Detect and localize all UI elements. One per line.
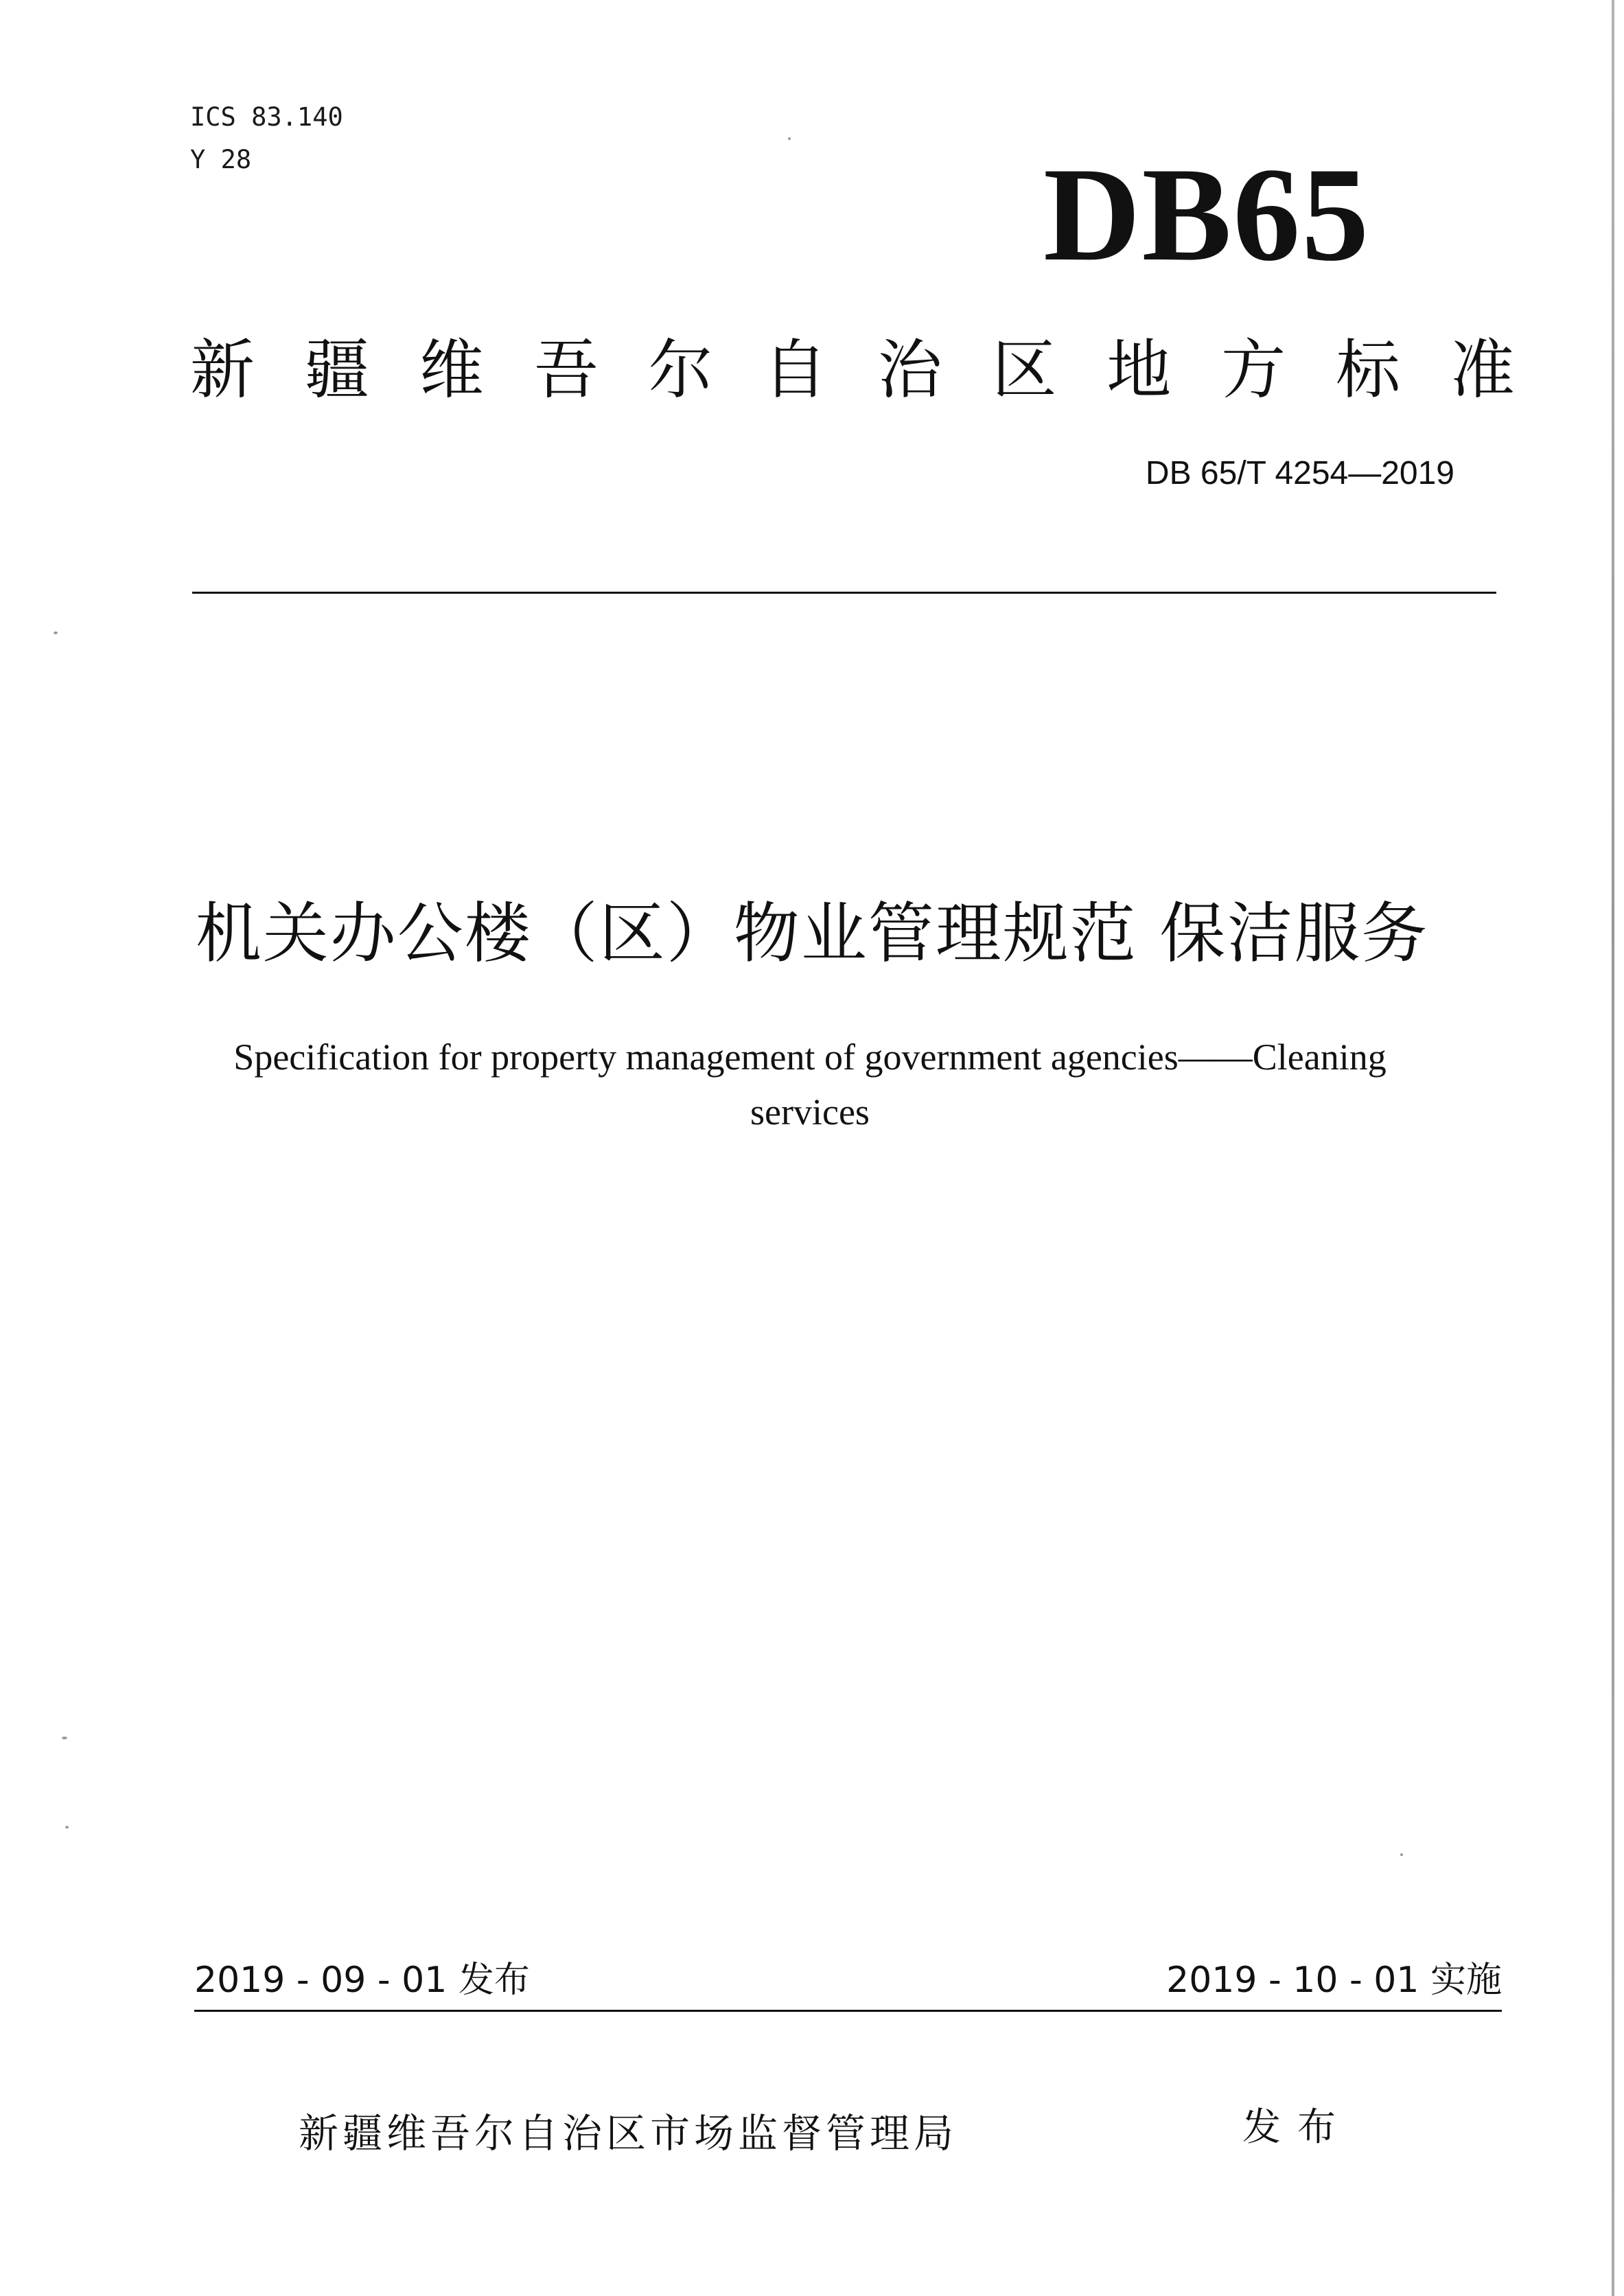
classification-block xyxy=(190,96,343,181)
scan-speck xyxy=(62,1737,67,1739)
standard-type-char: 地 xyxy=(1106,333,1172,408)
standard-type-char: 区 xyxy=(992,333,1057,408)
issue-date: 2019 - 09 - 01 发布 xyxy=(194,1960,530,2001)
scan-speck xyxy=(788,137,791,140)
issue-label: 发布 xyxy=(1242,2105,1352,2150)
title-english: Specification for property management of government agencies——Cleaning services xyxy=(233,1036,1387,1133)
standard-type-heading xyxy=(190,329,1515,412)
standard-type-char: 尔 xyxy=(648,333,713,408)
scan-speck xyxy=(1400,1853,1403,1856)
title-chinese: 机关办公楼（区）物业管理规范 保洁服务 xyxy=(195,895,1429,972)
standard-type-char: 方 xyxy=(1221,333,1286,408)
standard-code-logo: DB65 xyxy=(1043,140,1371,289)
standard-type-char: 准 xyxy=(1450,333,1515,408)
ics-code: ICS 83.140 xyxy=(190,102,343,132)
standard-type-char: 自 xyxy=(763,333,828,408)
issuing-authority: 新疆维吾尔自治区市场监督管理局 xyxy=(299,2110,958,2157)
standard-type-char: 维 xyxy=(419,333,484,408)
scan-speck xyxy=(65,1826,69,1829)
standard-type-char: 标 xyxy=(1336,333,1401,408)
standard-number: DB 65/T 4254—2019 xyxy=(1145,455,1454,491)
header-divider xyxy=(192,592,1496,594)
ccs-code: Y 28 xyxy=(190,145,252,174)
implementation-date: 2019 - 10 - 01 实施 xyxy=(1166,1960,1502,2001)
scan-edge-line xyxy=(1612,0,1614,2296)
standard-type-char: 疆 xyxy=(304,333,369,408)
standard-type-char: 新 xyxy=(190,333,255,408)
standard-type-char: 治 xyxy=(877,333,942,408)
standard-type-char: 吾 xyxy=(533,333,599,408)
footer-divider xyxy=(194,2010,1502,2012)
scan-speck xyxy=(54,631,58,634)
